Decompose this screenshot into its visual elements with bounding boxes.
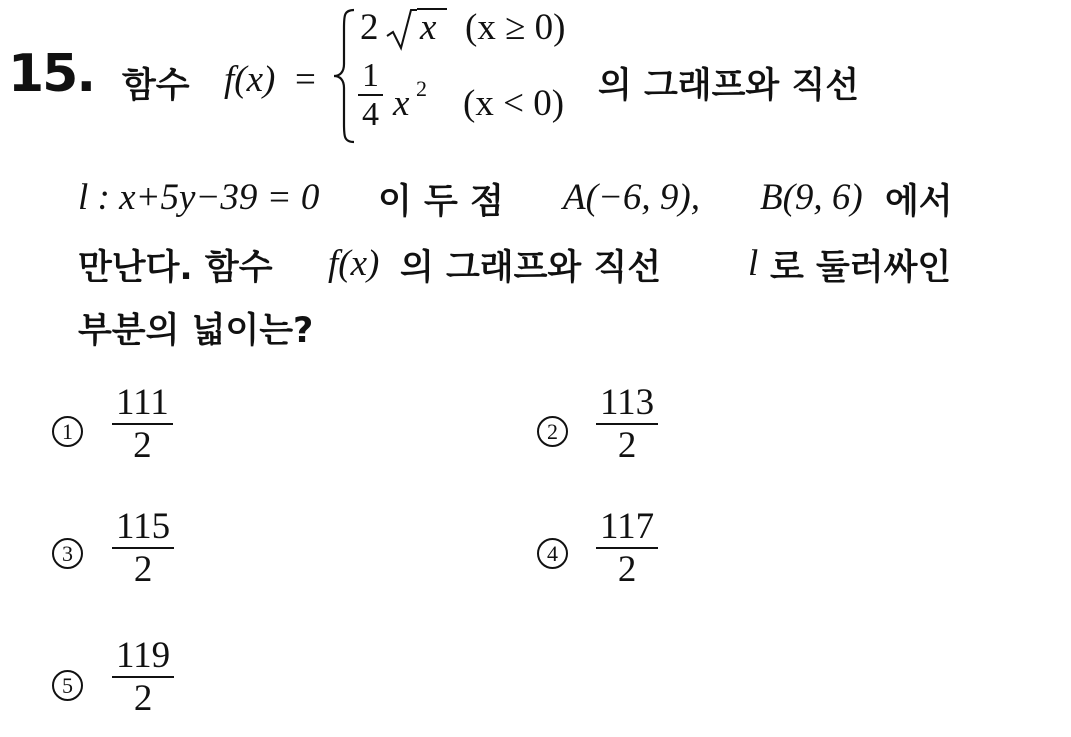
choice-3-denominator: 2: [133, 549, 153, 590]
case2-condition: (x < 0): [463, 83, 565, 124]
choice-3-numerator: 115: [116, 506, 171, 547]
line1-tail: 의 그래프와 직선: [598, 66, 860, 106]
line3-text-a: 만난다. 함수: [78, 248, 273, 288]
choice-5-fraction[interactable]: [112, 636, 174, 720]
line3-text-c: 로 둘러싸인: [770, 248, 952, 288]
choice-1-numerator: 111: [116, 382, 169, 423]
choice-1-mark[interactable]: 1: [52, 416, 83, 447]
choice-4-denominator: 2: [617, 549, 637, 590]
word-function: 함수: [122, 66, 190, 106]
point-b: B(9, 6): [760, 177, 863, 218]
choice-5-denominator: 2: [133, 678, 153, 719]
case1-condition: (x ≥ 0): [465, 7, 566, 48]
case2-frac-num: 1: [362, 57, 379, 94]
choice-3-mark[interactable]: 3: [52, 538, 83, 569]
line3-text-b: 의 그래프와 직선: [400, 248, 662, 288]
f-of-x: f(x): [224, 59, 276, 100]
case2-exponent: 2: [416, 76, 427, 101]
case2-fraction: [358, 58, 383, 134]
choice-4-numerator: 117: [600, 506, 655, 547]
line-equation: l : x+5y−39 = 0: [78, 177, 320, 218]
case2-base: x: [393, 83, 410, 124]
line4-text: 부분의 넓이는?: [78, 311, 314, 351]
choice-4-mark[interactable]: 4: [537, 538, 568, 569]
choice-2-fraction[interactable]: [596, 383, 658, 467]
choice-1-denominator: 2: [133, 425, 152, 466]
choice-4-fraction[interactable]: [596, 507, 658, 591]
f-of-x-2: f(x): [328, 243, 380, 284]
case1-radicand: x: [420, 7, 437, 48]
choice-5-mark[interactable]: 5: [52, 670, 83, 701]
case1-coef: 2: [360, 7, 379, 48]
choice-5-numerator: 119: [116, 635, 171, 676]
piecewise-brace: [332, 6, 360, 146]
choice-3-fraction[interactable]: [112, 507, 174, 591]
case2-frac-den: 4: [362, 96, 379, 133]
line-label-l: l: [748, 243, 759, 284]
question-number: 15.: [8, 44, 95, 104]
equals-sign: =: [295, 59, 316, 100]
choice-1-fraction[interactable]: [112, 383, 173, 467]
choice-2-numerator: 113: [600, 382, 655, 423]
point-a: A(−6, 9),: [563, 177, 700, 218]
sqrt-icon: [385, 6, 417, 52]
line2-text-a: 이 두 점: [378, 182, 504, 222]
choice-2-mark[interactable]: 2: [537, 416, 568, 447]
line2-text-b: 에서: [885, 182, 953, 222]
choice-2-denominator: 2: [617, 425, 637, 466]
